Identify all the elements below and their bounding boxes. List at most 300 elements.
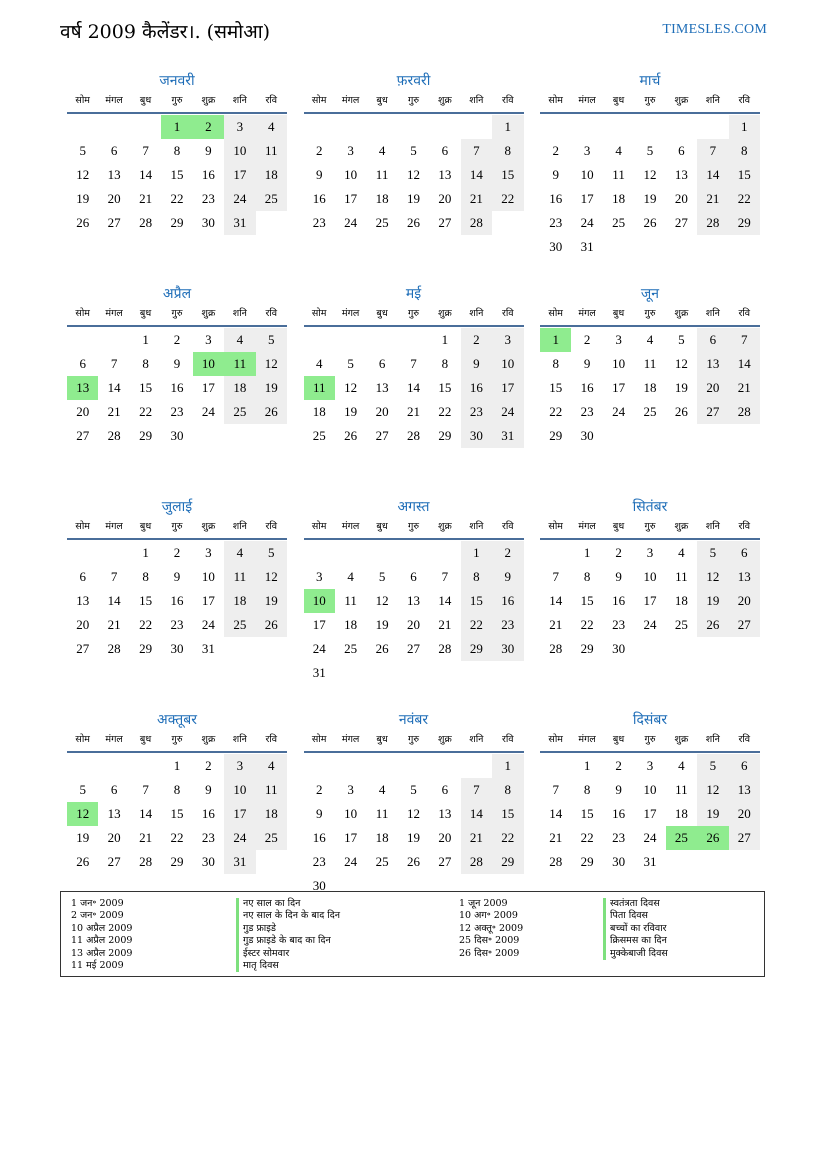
- empty-cell: [429, 754, 460, 778]
- day-cell: 21: [107, 617, 121, 632]
- day-cell: 4: [378, 782, 386, 797]
- weekday-label: शनि: [469, 308, 484, 319]
- day-cell: 24: [643, 830, 657, 845]
- day-grid: [540, 328, 760, 448]
- month-name: अप्रैल: [162, 286, 192, 302]
- month-name: नवंबर: [398, 712, 429, 728]
- empty-cell: [67, 115, 98, 139]
- empty-cell: [461, 115, 492, 139]
- day-cell: 30: [549, 239, 563, 254]
- day-cell: 5: [646, 143, 654, 158]
- day-cell: 7: [461, 778, 492, 802]
- empty-cell: [398, 115, 429, 139]
- holiday-dates-right: [459, 898, 523, 960]
- day-cell: 21: [461, 826, 492, 850]
- empty-cell: [304, 754, 335, 778]
- day-cell: 1: [540, 328, 571, 352]
- holiday-name: स्वतंत्रता दिवस: [603, 898, 668, 910]
- day-cell: 6: [110, 782, 118, 797]
- day-cell: 28: [461, 211, 492, 235]
- weekday-label: रवि: [501, 308, 514, 319]
- weekday-label: बुध: [376, 95, 388, 106]
- day-cell: 29: [139, 428, 153, 443]
- day-cell: 1: [441, 332, 449, 347]
- day-cell: 30: [492, 637, 523, 661]
- day-cell: 16: [461, 376, 492, 400]
- day-cell: 29: [729, 211, 760, 235]
- day-cell: 6: [729, 541, 760, 565]
- day-cell: 9: [615, 569, 622, 584]
- empty-cell: [67, 541, 98, 565]
- day-cell: 7: [110, 569, 118, 584]
- weekday-label: गुरु: [644, 308, 656, 319]
- holiday-name: नए साल का दिन: [236, 898, 340, 910]
- day-cell: 11: [344, 593, 357, 608]
- day-cell: 25: [256, 826, 287, 850]
- day-cell: 18: [224, 589, 255, 613]
- day-cell: 26: [76, 854, 90, 869]
- weekday-label: शुक्र: [201, 95, 216, 106]
- day-cell: 4: [224, 328, 255, 352]
- day-cell: 25: [256, 187, 287, 211]
- day-cell: 14: [107, 593, 121, 608]
- day-cell: 9: [315, 806, 323, 821]
- day-cell: 23: [312, 854, 326, 869]
- empty-cell: [571, 115, 602, 139]
- day-cell: 26: [406, 215, 420, 230]
- empty-cell: [304, 328, 335, 352]
- day-cell: 16: [312, 191, 326, 206]
- day-cell: 12: [67, 802, 98, 826]
- day-cell: 4: [224, 541, 255, 565]
- weekday-label: रवि: [501, 521, 514, 532]
- day-cell: 13: [438, 167, 452, 182]
- weekday-label: सोम: [311, 95, 327, 106]
- weekday-label: रवि: [265, 308, 278, 319]
- weekday-label: गुरु: [407, 521, 419, 532]
- day-cell: 20: [438, 191, 452, 206]
- day-cell: 14: [461, 802, 492, 826]
- day-cell: 22: [729, 187, 760, 211]
- day-cell: 11: [256, 778, 287, 802]
- day-cell: 13: [375, 380, 389, 395]
- weekday-label: सोम: [548, 308, 563, 319]
- day-cell: 7: [461, 139, 492, 163]
- day-cell: 28: [107, 428, 121, 443]
- weekday-header: [540, 731, 760, 753]
- day-cell: 23: [612, 617, 626, 632]
- day-cell: 17: [580, 191, 594, 206]
- day-cell: 24: [344, 215, 358, 230]
- day-cell: 25: [224, 613, 255, 637]
- empty-cell: [366, 541, 397, 565]
- empty-cell: [98, 328, 129, 352]
- day-cell: 6: [697, 328, 728, 352]
- weekday-label: शनि: [469, 95, 484, 106]
- day-cell: 4: [347, 569, 354, 584]
- day-cell: 3: [615, 332, 622, 347]
- day-cell: 31: [643, 854, 657, 869]
- day-cell: 14: [438, 593, 452, 608]
- day-cell: 25: [224, 400, 255, 424]
- day-cell: 21: [729, 376, 760, 400]
- day-cell: 2: [205, 758, 212, 773]
- day-cell: 24: [201, 617, 215, 632]
- day-cell: 10: [643, 782, 657, 797]
- day-cell: 4: [678, 545, 685, 560]
- day-grid: [67, 754, 287, 874]
- day-cell: 1: [161, 115, 192, 139]
- day-cell: 22: [492, 826, 523, 850]
- weekday-header: [540, 518, 760, 540]
- day-cell: 31: [492, 424, 523, 448]
- day-cell: 14: [697, 163, 728, 187]
- weekday-label: बुध: [612, 734, 625, 745]
- day-cell: 15: [580, 593, 594, 608]
- day-cell: 18: [312, 404, 326, 419]
- day-cell: 3: [646, 545, 654, 560]
- day-cell: 5: [410, 782, 417, 797]
- day-grid: [304, 754, 524, 898]
- day-cell: 9: [205, 782, 212, 797]
- day-cell: 17: [643, 593, 657, 608]
- day-cell: 8: [441, 356, 449, 371]
- day-cell: 25: [666, 826, 697, 850]
- day-cell: 26: [344, 428, 358, 443]
- day-cell: 25: [674, 617, 688, 632]
- weekday-label: शुक्र: [201, 734, 216, 745]
- day-cell: 6: [79, 356, 86, 371]
- weekday-label: बुध: [139, 734, 152, 745]
- day-cell: 29: [580, 854, 594, 869]
- day-cell: 10: [612, 356, 626, 371]
- empty-cell: [429, 541, 460, 565]
- weekday-header: [67, 518, 287, 540]
- day-cell: 2: [461, 328, 492, 352]
- holiday-date: 13 अप्रैल 2009: [71, 947, 133, 959]
- weekday-label: शनि: [232, 308, 247, 319]
- empty-cell: [366, 115, 397, 139]
- day-cell: 16: [201, 167, 215, 182]
- day-cell: 23: [170, 404, 184, 419]
- weekday-label: शनि: [705, 308, 720, 319]
- day-cell: 11: [256, 139, 287, 163]
- weekday-label: बुध: [139, 521, 152, 532]
- month-calendar: [67, 72, 287, 285]
- empty-cell: [67, 754, 98, 778]
- empty-cell: [67, 328, 98, 352]
- day-cell: 23: [312, 215, 326, 230]
- holiday-date: 25 दिस॰ 2009: [459, 935, 520, 947]
- weekday-label: गुरु: [407, 308, 419, 319]
- day-cell: 3: [347, 143, 354, 158]
- empty-cell: [98, 115, 129, 139]
- day-cell: 9: [173, 569, 181, 584]
- holiday-dates-left: [71, 898, 132, 972]
- day-cell: 27: [697, 400, 728, 424]
- weekday-header: [67, 731, 287, 753]
- weekday-label: शुक्र: [674, 521, 689, 532]
- day-cell: 9: [492, 565, 523, 589]
- day-cell: 1: [173, 758, 181, 773]
- day-cell: 24: [580, 215, 594, 230]
- month-name: अक्तूबर: [157, 712, 197, 728]
- weekday-label: शनि: [232, 95, 247, 106]
- day-cell: 15: [139, 593, 153, 608]
- empty-cell: [603, 115, 634, 139]
- holiday-list: [60, 891, 765, 977]
- day-cell: 19: [406, 830, 420, 845]
- day-cell: 22: [492, 187, 523, 211]
- day-cell: 13: [438, 806, 452, 821]
- empty-cell: [666, 115, 697, 139]
- day-cell: 25: [344, 641, 358, 656]
- site-link[interactable]: TIMESLES.COM: [662, 22, 767, 37]
- weekday-label: मंगल: [341, 521, 360, 532]
- month-calendar: [67, 498, 287, 711]
- day-cell: 8: [583, 569, 591, 584]
- day-cell: 1: [142, 545, 149, 560]
- day-cell: 4: [378, 143, 386, 158]
- page-title: वर्ष 2009 कैलेंडर।. (समोआ): [60, 21, 271, 43]
- day-cell: 1: [142, 332, 149, 347]
- weekday-label: शुक्र: [438, 521, 452, 532]
- day-cell: 7: [552, 569, 559, 584]
- day-cell: 3: [205, 545, 212, 560]
- holiday-date: 12 अक्तू॰ 2009: [459, 922, 524, 934]
- day-cell: 13: [67, 376, 98, 400]
- day-cell: 11: [675, 782, 688, 797]
- weekday-label: शनि: [469, 734, 484, 745]
- day-cell: 30: [461, 424, 492, 448]
- month-name: जून: [640, 286, 660, 302]
- day-cell: 12: [406, 167, 420, 182]
- day-cell: 22: [438, 404, 452, 419]
- day-cell: 20: [107, 191, 121, 206]
- day-cell: 28: [139, 215, 153, 230]
- empty-cell: [304, 115, 335, 139]
- day-cell: 29: [139, 641, 153, 656]
- month-calendar: [67, 285, 287, 498]
- weekday-label: शनि: [232, 521, 247, 532]
- day-cell: 17: [344, 191, 358, 206]
- day-cell: 17: [201, 593, 215, 608]
- day-cell: 5: [678, 332, 685, 347]
- month-calendar: [304, 285, 524, 498]
- weekday-label: गुरु: [644, 521, 656, 532]
- day-cell: 19: [643, 191, 657, 206]
- day-cell: 5: [378, 569, 386, 584]
- day-cell: 29: [461, 637, 492, 661]
- day-cell: 15: [492, 163, 523, 187]
- day-cell: 27: [438, 854, 452, 869]
- day-cell: 16: [492, 589, 523, 613]
- day-cell: 6: [729, 754, 760, 778]
- day-cell: 20: [729, 802, 760, 826]
- holiday-date: 11 मई 2009: [71, 959, 124, 971]
- empty-cell: [540, 115, 571, 139]
- weekday-label: शनि: [469, 521, 484, 532]
- day-cell: 22: [461, 613, 492, 637]
- day-cell: 9: [552, 167, 559, 182]
- weekday-header: [67, 305, 287, 327]
- month-name: जनवरी: [159, 73, 195, 89]
- day-cell: 12: [697, 778, 728, 802]
- day-cell: 18: [344, 617, 358, 632]
- weekday-label: सोम: [75, 308, 90, 319]
- holiday-names-left: [236, 898, 340, 972]
- day-cell: 21: [406, 404, 420, 419]
- day-cell: 8: [492, 139, 523, 163]
- day-cell: 22: [170, 191, 184, 206]
- day-cell: 3: [347, 782, 354, 797]
- day-cell: 1: [492, 115, 523, 139]
- weekday-label: बुध: [376, 521, 388, 532]
- empty-cell: [335, 541, 366, 565]
- empty-cell: [130, 754, 161, 778]
- day-cell: 17: [224, 802, 255, 826]
- day-cell: 24: [612, 404, 626, 419]
- day-cell: 27: [438, 215, 452, 230]
- day-cell: 20: [438, 830, 452, 845]
- day-cell: 16: [612, 806, 626, 821]
- weekday-label: मंगल: [341, 95, 360, 106]
- day-cell: 15: [438, 380, 452, 395]
- day-cell: 23: [201, 830, 215, 845]
- weekday-label: शुक्र: [438, 308, 452, 319]
- day-cell: 18: [643, 380, 657, 395]
- day-cell: 17: [643, 806, 657, 821]
- holiday-names-right: [603, 898, 668, 960]
- day-cell: 29: [549, 428, 563, 443]
- day-cell: 16: [170, 593, 184, 608]
- day-cell: 24: [643, 617, 657, 632]
- day-cell: 1: [461, 541, 492, 565]
- day-cell: 4: [256, 754, 287, 778]
- day-cell: 5: [256, 541, 287, 565]
- empty-cell: [98, 754, 129, 778]
- day-cell: 17: [312, 617, 326, 632]
- day-cell: 17: [612, 380, 626, 395]
- day-cell: 15: [580, 806, 594, 821]
- day-cell: 11: [643, 356, 657, 371]
- day-cell: 21: [139, 830, 153, 845]
- day-cell: 17: [492, 376, 523, 400]
- day-cell: 24: [201, 404, 215, 419]
- day-cell: 16: [312, 830, 326, 845]
- day-cell: 13: [697, 352, 728, 376]
- day-cell: 30: [201, 854, 215, 869]
- day-cell: 4: [256, 115, 287, 139]
- day-cell: 2: [615, 545, 622, 560]
- day-cell: 30: [312, 878, 326, 893]
- day-cell: 10: [643, 569, 657, 584]
- day-cell: 2: [315, 143, 323, 158]
- weekday-label: शुक्र: [438, 734, 452, 745]
- empty-cell: [335, 115, 366, 139]
- day-cell: 25: [375, 215, 389, 230]
- day-cell: 19: [697, 589, 728, 613]
- day-cell: 8: [142, 569, 149, 584]
- day-cell: 15: [549, 380, 563, 395]
- day-cell: 25: [643, 404, 657, 419]
- day-cell: 31: [580, 239, 594, 254]
- weekday-label: शनि: [705, 95, 720, 106]
- weekday-label: गुरु: [407, 734, 419, 745]
- day-cell: 12: [674, 356, 688, 371]
- day-cell: 16: [549, 191, 563, 206]
- day-cell: 5: [256, 328, 287, 352]
- day-cell: 16: [170, 380, 184, 395]
- day-cell: 10: [224, 778, 255, 802]
- weekday-label: बुध: [139, 308, 152, 319]
- empty-cell: [366, 754, 397, 778]
- holiday-name: गुड फ्राइडे के बाद का दिन: [236, 935, 340, 947]
- weekday-label: शनि: [705, 521, 720, 532]
- day-cell: 21: [461, 187, 492, 211]
- holiday-name: क्रिसमस का दिन: [603, 935, 668, 947]
- weekday-label: बुध: [139, 95, 152, 106]
- weekday-label: रवि: [738, 95, 751, 106]
- day-cell: 14: [107, 380, 121, 395]
- day-cell: 28: [438, 641, 452, 656]
- month-calendar: [540, 498, 760, 711]
- day-cell: 12: [344, 380, 358, 395]
- day-cell: 8: [142, 356, 149, 371]
- day-cell: 3: [224, 754, 255, 778]
- day-cell: 19: [375, 617, 389, 632]
- weekday-label: सोम: [311, 308, 327, 319]
- day-cell: 19: [76, 191, 90, 206]
- day-cell: 1: [492, 754, 523, 778]
- day-cell: 5: [697, 541, 728, 565]
- holiday-name: नए साल के दिन के बाद दिन: [236, 910, 340, 922]
- day-cell: 30: [580, 428, 594, 443]
- empty-cell: [304, 541, 335, 565]
- day-cell: 7: [552, 782, 559, 797]
- day-cell: 27: [107, 215, 121, 230]
- weekday-label: सोम: [75, 521, 90, 532]
- weekday-header: [304, 518, 524, 540]
- month-name: फ़रवरी: [396, 73, 431, 89]
- day-cell: 12: [406, 806, 420, 821]
- day-cell: 9: [315, 167, 323, 182]
- weekday-label: सोम: [311, 521, 327, 532]
- day-cell: 26: [643, 215, 657, 230]
- weekday-label: मंगल: [105, 95, 123, 106]
- weekday-label: मंगल: [105, 734, 123, 745]
- day-cell: 14: [139, 167, 153, 182]
- day-cell: 11: [675, 569, 688, 584]
- empty-cell: [461, 754, 492, 778]
- weekday-label: बुध: [376, 308, 388, 319]
- day-cell: 20: [107, 830, 121, 845]
- weekday-label: रवि: [501, 95, 514, 106]
- month-calendar: [304, 498, 524, 711]
- day-cell: 20: [674, 191, 688, 206]
- day-cell: 8: [583, 782, 591, 797]
- weekday-label: गुरु: [644, 734, 656, 745]
- day-cell: 28: [729, 400, 760, 424]
- day-cell: 1: [583, 758, 591, 773]
- day-cell: 10: [201, 569, 215, 584]
- day-cell: 9: [583, 356, 591, 371]
- holiday-date: 11 अप्रैल 2009: [71, 935, 133, 947]
- day-cell: 9: [205, 143, 212, 158]
- day-cell: 28: [107, 641, 121, 656]
- day-cell: 30: [612, 854, 626, 869]
- empty-cell: [366, 328, 397, 352]
